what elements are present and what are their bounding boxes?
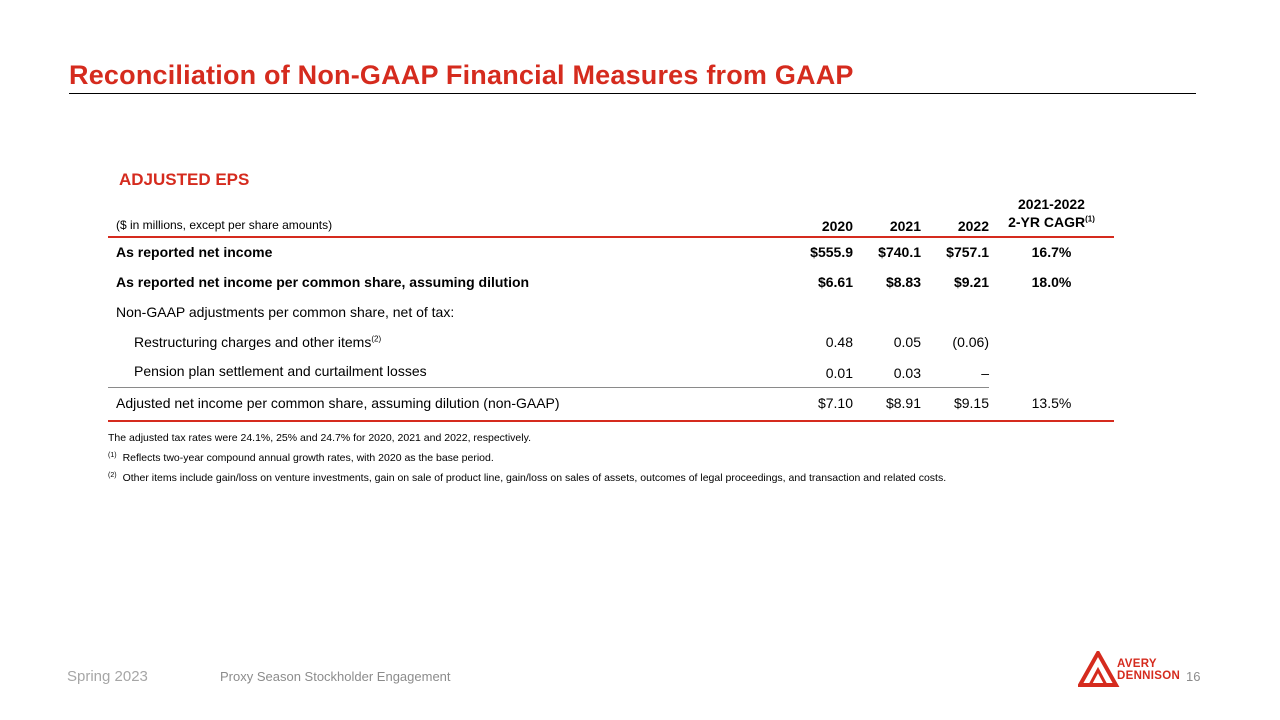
- cagr-header-line1: 2021-2022: [1018, 196, 1085, 212]
- adjusted-eps-table: [108, 193, 1114, 422]
- cell-cagr: 18.0%: [1031, 274, 1072, 290]
- logo-line2: DENNISON: [1117, 670, 1181, 682]
- table-row: [108, 358, 1114, 389]
- cell-2020: $7.10: [817, 395, 853, 411]
- table-row: [108, 268, 1114, 298]
- row-label: [134, 334, 381, 350]
- cell-2021: $8.83: [885, 274, 921, 290]
- row-label: As reported net income: [116, 244, 273, 260]
- column-header-2021: 2021: [889, 218, 921, 234]
- cell-2021: 0.05: [893, 334, 921, 350]
- units-note: ($ in millions, except per share amounts): [116, 218, 333, 232]
- cell-2021: $740.1: [878, 244, 921, 260]
- row-label: Pension plan settlement and curtailment losses: [134, 363, 427, 379]
- tax-rate-note: The adjusted tax rates were 24.1%, 25% and 24.7% for 2020, 2021 and 2022, respectively.: [108, 432, 531, 444]
- footnotes: [108, 428, 946, 488]
- column-header-2022: 2022: [957, 218, 989, 234]
- cagr-footnote-ref: (1): [1085, 214, 1095, 224]
- footnote-ref: (2): [371, 334, 382, 344]
- section-title: ADJUSTED EPS: [119, 170, 250, 189]
- cell-2022: (0.06): [952, 334, 989, 350]
- footnote-1: [108, 448, 946, 468]
- row-label: Non-GAAP adjustments per common share, net of tax:: [116, 304, 455, 320]
- table-row: [108, 389, 1114, 422]
- table-row: [108, 328, 1114, 358]
- table-header-row: [108, 193, 1114, 236]
- footnote-2: [108, 468, 946, 488]
- page-number: 16: [1186, 669, 1201, 684]
- footnote-1-text: Reflects two-year compound annual growth rates, with 2020 as the base period.: [122, 452, 494, 464]
- row-label: As reported net income per common share, assuming dilution: [116, 274, 530, 290]
- page-title: Reconciliation of Non-GAAP Financial Measures from GAAP: [69, 60, 854, 90]
- footnote-1-ref: (1): [108, 451, 117, 459]
- subtotal-divider: [108, 387, 989, 388]
- column-header-cagr: [989, 195, 1114, 231]
- footnote-2-text: Other items include gain/loss on venture investments, gain on sale of product line, gain/loss on sales of assets, outcomes of legal proceedings, and transaction and related costs.: [122, 472, 947, 484]
- table-row: [108, 236, 1114, 268]
- row-label: Adjusted net income per common share, assuming dilution (non-GAAP): [116, 395, 560, 411]
- logo-line1: AVERY: [1117, 658, 1157, 670]
- cell-2021: 0.03: [893, 365, 921, 381]
- cagr-header-line2: 2-YR CAGR: [1008, 214, 1086, 230]
- cell-cagr: 13.5%: [1031, 395, 1072, 411]
- cell-2022: $9.21: [953, 274, 989, 290]
- cell-2020: $555.9: [810, 244, 853, 260]
- cell-2021: $8.91: [885, 395, 921, 411]
- table-row: [108, 298, 1114, 328]
- row-label-text: Restructuring charges and other items: [134, 334, 372, 350]
- footer-season: Spring 2023: [67, 668, 148, 685]
- cell-2020: 0.48: [825, 334, 853, 350]
- column-header-2020: 2020: [821, 218, 853, 234]
- cell-2020: 0.01: [825, 365, 853, 381]
- cell-2020: $6.61: [817, 274, 853, 290]
- title-divider: [69, 93, 1196, 94]
- cell-2022: –: [981, 365, 989, 381]
- cell-cagr: 16.7%: [1031, 244, 1072, 260]
- footnote-2-ref: (2): [108, 471, 117, 479]
- cell-2022: $9.15: [953, 395, 989, 411]
- logo-wordmark: [1117, 658, 1180, 682]
- footer-subtitle: Proxy Season Stockholder Engagement: [220, 669, 451, 684]
- cell-2022: $757.1: [946, 244, 989, 260]
